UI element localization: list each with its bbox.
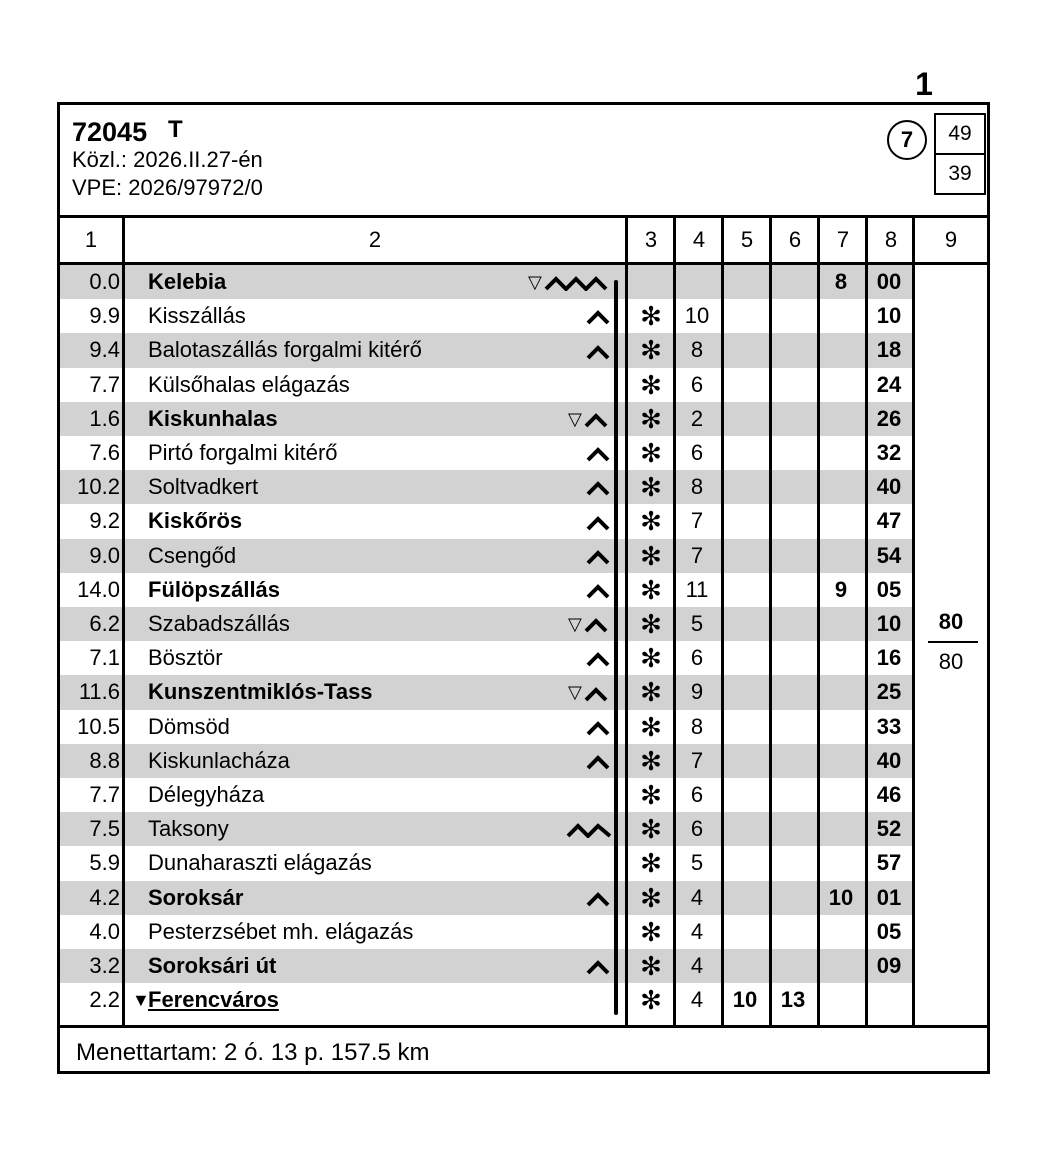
stop-mark-cell: ✻ <box>640 745 662 776</box>
departure-minute-cell: 10 <box>876 303 902 329</box>
box-number-bottom: 39 <box>934 153 986 195</box>
run-time-cell: 9 <box>690 679 704 705</box>
departure-minute-cell: 10 <box>876 611 902 636</box>
km-cell: 5.9 <box>89 850 120 876</box>
train-number: 72045 <box>72 117 148 147</box>
departure-minute-cell: 09 <box>876 953 902 978</box>
station-name: Balotaszállás forgalmi kitérő <box>148 337 422 363</box>
train-type: T <box>168 116 183 143</box>
table-row <box>60 504 987 538</box>
km-cell: 7.7 <box>89 371 120 397</box>
table-row <box>60 607 987 641</box>
table-row <box>60 744 987 778</box>
stop-mark-cell: ✻ <box>640 369 662 400</box>
departure-minute-cell: 40 <box>876 747 902 773</box>
km-cell: 9.9 <box>89 303 120 329</box>
departure-minute-cell: 24 <box>876 371 902 397</box>
signal-symbol-icon <box>586 539 610 573</box>
table-row <box>60 812 987 846</box>
station-name: Soltvadkert <box>148 474 259 500</box>
km-cell: 6.2 <box>89 611 120 636</box>
table-row <box>60 641 987 675</box>
km-cell: 7.5 <box>89 816 120 842</box>
km-cell: 7.1 <box>89 645 120 671</box>
signal-symbol-icon <box>586 573 610 607</box>
station-name: Soroksár <box>148 884 244 910</box>
station-name: Bösztör <box>148 645 223 671</box>
signal-symbol-icon: ▽ <box>568 675 608 709</box>
departure-minute-cell: 26 <box>876 405 902 431</box>
column-header: 3 <box>644 227 658 252</box>
departure-minute-cell: 25 <box>876 679 902 705</box>
column-header-row <box>60 218 987 265</box>
signal-symbol-icon <box>586 881 610 915</box>
column-divider <box>122 218 125 1028</box>
run-time-cell: 4 <box>690 884 704 910</box>
signal-symbol-icon <box>586 949 610 983</box>
departure-minute-cell: 52 <box>876 816 902 842</box>
departure-minute-cell: 32 <box>876 440 902 465</box>
run-time-cell: 6 <box>690 371 704 397</box>
departure-minute-cell: 47 <box>876 508 902 534</box>
departure-minute-cell: 05 <box>876 576 902 602</box>
km-cell: 7.7 <box>89 782 120 807</box>
run-time-cell: 4 <box>690 987 704 1013</box>
travel-time-summary: Menettartam: 2 ó. 13 p. 157.5 km <box>76 1039 430 1066</box>
km-cell: 9.2 <box>89 508 120 534</box>
stop-mark-cell: ✻ <box>640 335 662 366</box>
column-divider <box>673 218 676 1028</box>
km-cell: 7.6 <box>89 440 120 465</box>
stop-mark-cell: ✻ <box>640 609 662 639</box>
signal-symbol-icon <box>586 641 610 675</box>
run-time-cell: 7 <box>690 747 704 773</box>
arrival-hour-cell: 10 <box>732 987 758 1013</box>
circle-number-badge: 7 <box>887 120 927 160</box>
stop-mark-cell: ✻ <box>640 540 662 571</box>
table-row <box>60 983 987 1017</box>
departure-minute-cell: 01 <box>876 884 902 910</box>
station-name: Dunaharaszti elágazás <box>148 850 372 876</box>
station-name: Külsőhalas elágazás <box>148 371 350 397</box>
column-header: 1 <box>84 227 98 252</box>
column-divider <box>817 218 820 1028</box>
signal-symbol-icon <box>566 812 612 846</box>
column-header: 5 <box>740 227 754 252</box>
table-row <box>60 368 987 402</box>
departure-minute-cell: 46 <box>876 782 902 807</box>
signal-symbol-icon <box>586 436 610 470</box>
run-time-cell: 5 <box>690 850 704 876</box>
footer <box>60 1025 987 1074</box>
run-time-cell: 6 <box>690 645 704 671</box>
timetable-header <box>60 105 987 218</box>
stop-mark-cell: ✻ <box>640 403 662 434</box>
station-name: Taksony <box>148 816 229 842</box>
table-row <box>60 436 987 470</box>
departure-minute-cell: 54 <box>876 542 902 568</box>
run-time-cell: 4 <box>690 918 704 944</box>
signal-symbol-icon: ▽ <box>568 402 608 436</box>
run-time-cell: 7 <box>690 508 704 534</box>
table-row <box>60 333 987 367</box>
column-divider <box>721 218 724 1028</box>
speed-divider <box>928 641 978 643</box>
end-station-marker: ▼ <box>132 990 150 1011</box>
departure-minute-cell: 05 <box>876 918 902 944</box>
stop-mark-cell: ✻ <box>640 677 662 708</box>
speed-limit-top: 80 <box>938 609 964 634</box>
box-number-top: 49 <box>934 113 986 155</box>
station-name: Kiskunhalas <box>148 405 278 431</box>
timetable-sheet <box>57 102 990 1074</box>
table-row <box>60 573 987 607</box>
run-time-cell: 6 <box>690 816 704 842</box>
page-number: 1 <box>915 66 933 102</box>
run-time-cell: 8 <box>690 474 704 500</box>
signal-symbol-icon <box>586 470 610 504</box>
stop-mark-cell: ✻ <box>640 438 662 468</box>
table-row <box>60 675 987 709</box>
column-divider <box>625 218 628 1028</box>
station-name: Kunszentmiklós-Tass <box>148 679 373 705</box>
column-header: 6 <box>788 227 802 252</box>
table-row <box>60 539 987 573</box>
column-header: 4 <box>692 227 706 252</box>
departure-minute-cell: 00 <box>876 269 902 294</box>
station-name: Kisszállás <box>148 303 246 329</box>
km-cell: 14.0 <box>77 576 120 602</box>
departure-minute-cell: 18 <box>876 337 902 363</box>
stop-mark-cell: ✻ <box>640 506 662 537</box>
departure-hour-cell: 8 <box>834 269 848 294</box>
table-row <box>60 846 987 880</box>
departure-hour-cell: 9 <box>834 576 848 602</box>
column-header: 9 <box>944 227 958 252</box>
column-header: 2 <box>368 227 382 252</box>
stop-mark-cell: ✻ <box>640 882 662 913</box>
table-row <box>60 470 987 504</box>
signal-symbol-icon <box>586 744 610 778</box>
km-cell: 4.0 <box>89 918 120 944</box>
stop-mark-cell: ✻ <box>640 780 662 810</box>
run-time-cell: 4 <box>690 953 704 978</box>
column-divider <box>769 218 772 1028</box>
column-header: 7 <box>836 227 850 252</box>
run-time-cell: 10 <box>684 303 710 329</box>
signal-symbol-icon <box>586 299 610 333</box>
departure-minute-cell: 16 <box>876 645 902 671</box>
departure-minute-cell: 33 <box>876 713 902 739</box>
station-name: Csengőd <box>148 542 237 568</box>
stop-mark-cell: ✻ <box>640 916 662 947</box>
station-name: Délegyháza <box>148 782 265 807</box>
station-name: Dömsöd <box>148 713 230 739</box>
stop-mark-cell: ✻ <box>640 301 662 332</box>
station-name: Fülöpszállás <box>148 576 281 602</box>
stop-mark-cell: ✻ <box>640 574 662 605</box>
stop-mark-cell: ✻ <box>640 985 662 1016</box>
column-header: 8 <box>884 227 898 252</box>
table-row <box>60 710 987 744</box>
station-name: Kiskunlacháza <box>148 747 290 773</box>
km-cell: 0.0 <box>89 269 120 294</box>
signal-symbol-icon: ▽ <box>568 607 608 641</box>
announcement-line: Közl.: 2026.II.27-én <box>72 147 263 172</box>
table-row <box>60 949 987 983</box>
table-row <box>60 265 987 299</box>
table-row <box>60 778 987 812</box>
signal-symbol-icon: ▽ <box>528 265 608 299</box>
stop-mark-cell: ✻ <box>640 951 662 981</box>
run-time-cell: 11 <box>685 576 709 602</box>
station-name: Pirtó forgalmi kitérő <box>148 440 338 465</box>
stop-mark-cell: ✻ <box>640 848 662 879</box>
stop-mark-cell: ✻ <box>640 643 662 674</box>
table-row <box>60 402 987 436</box>
column-divider <box>865 218 868 1028</box>
run-time-cell: 6 <box>690 782 704 807</box>
track-line <box>614 280 618 1015</box>
arrival-minute-cell: 13 <box>780 987 806 1013</box>
signal-symbol-icon <box>586 504 610 538</box>
stop-mark-cell: ✻ <box>640 814 662 845</box>
km-cell: 3.2 <box>89 953 120 978</box>
departure-hour-cell: 10 <box>828 884 854 910</box>
km-cell: 9.0 <box>89 542 120 568</box>
station-name: Kiskőrös <box>148 508 243 534</box>
table-row <box>60 299 987 333</box>
station-name: Pesterzsébet mh. elágazás <box>148 918 414 944</box>
run-time-cell: 2 <box>690 405 704 431</box>
km-cell: 10.5 <box>77 713 120 739</box>
table-row <box>60 915 987 949</box>
km-cell: 8.8 <box>89 747 120 773</box>
run-time-cell: 5 <box>690 611 704 636</box>
signal-symbol-icon <box>586 333 610 367</box>
vpe-line: VPE: 2026/97972/0 <box>72 175 263 200</box>
stop-mark-cell: ✻ <box>640 472 662 503</box>
departure-minute-cell: 40 <box>876 474 902 500</box>
stop-mark-cell: ✻ <box>640 711 662 742</box>
km-cell: 4.2 <box>89 884 120 910</box>
departure-minute-cell: 57 <box>876 850 902 876</box>
run-time-cell: 6 <box>690 440 704 465</box>
station-name: Szabadszállás <box>148 611 290 636</box>
run-time-cell: 7 <box>690 542 704 568</box>
station-name: Kelebia <box>148 269 227 294</box>
run-time-cell: 8 <box>690 337 704 363</box>
km-cell: 2.2 <box>89 987 120 1013</box>
signal-symbol-icon <box>586 710 610 744</box>
km-cell: 1.6 <box>89 405 120 431</box>
table-row <box>60 881 987 915</box>
km-cell: 10.2 <box>77 474 120 500</box>
station-name: Soroksári út <box>148 953 277 978</box>
speed-limit-bottom: 80 <box>938 649 964 674</box>
km-cell: 9.4 <box>89 337 120 363</box>
station-name: Ferencváros <box>148 987 279 1013</box>
run-time-cell: 8 <box>690 713 704 739</box>
km-cell: 11.6 <box>78 679 120 705</box>
